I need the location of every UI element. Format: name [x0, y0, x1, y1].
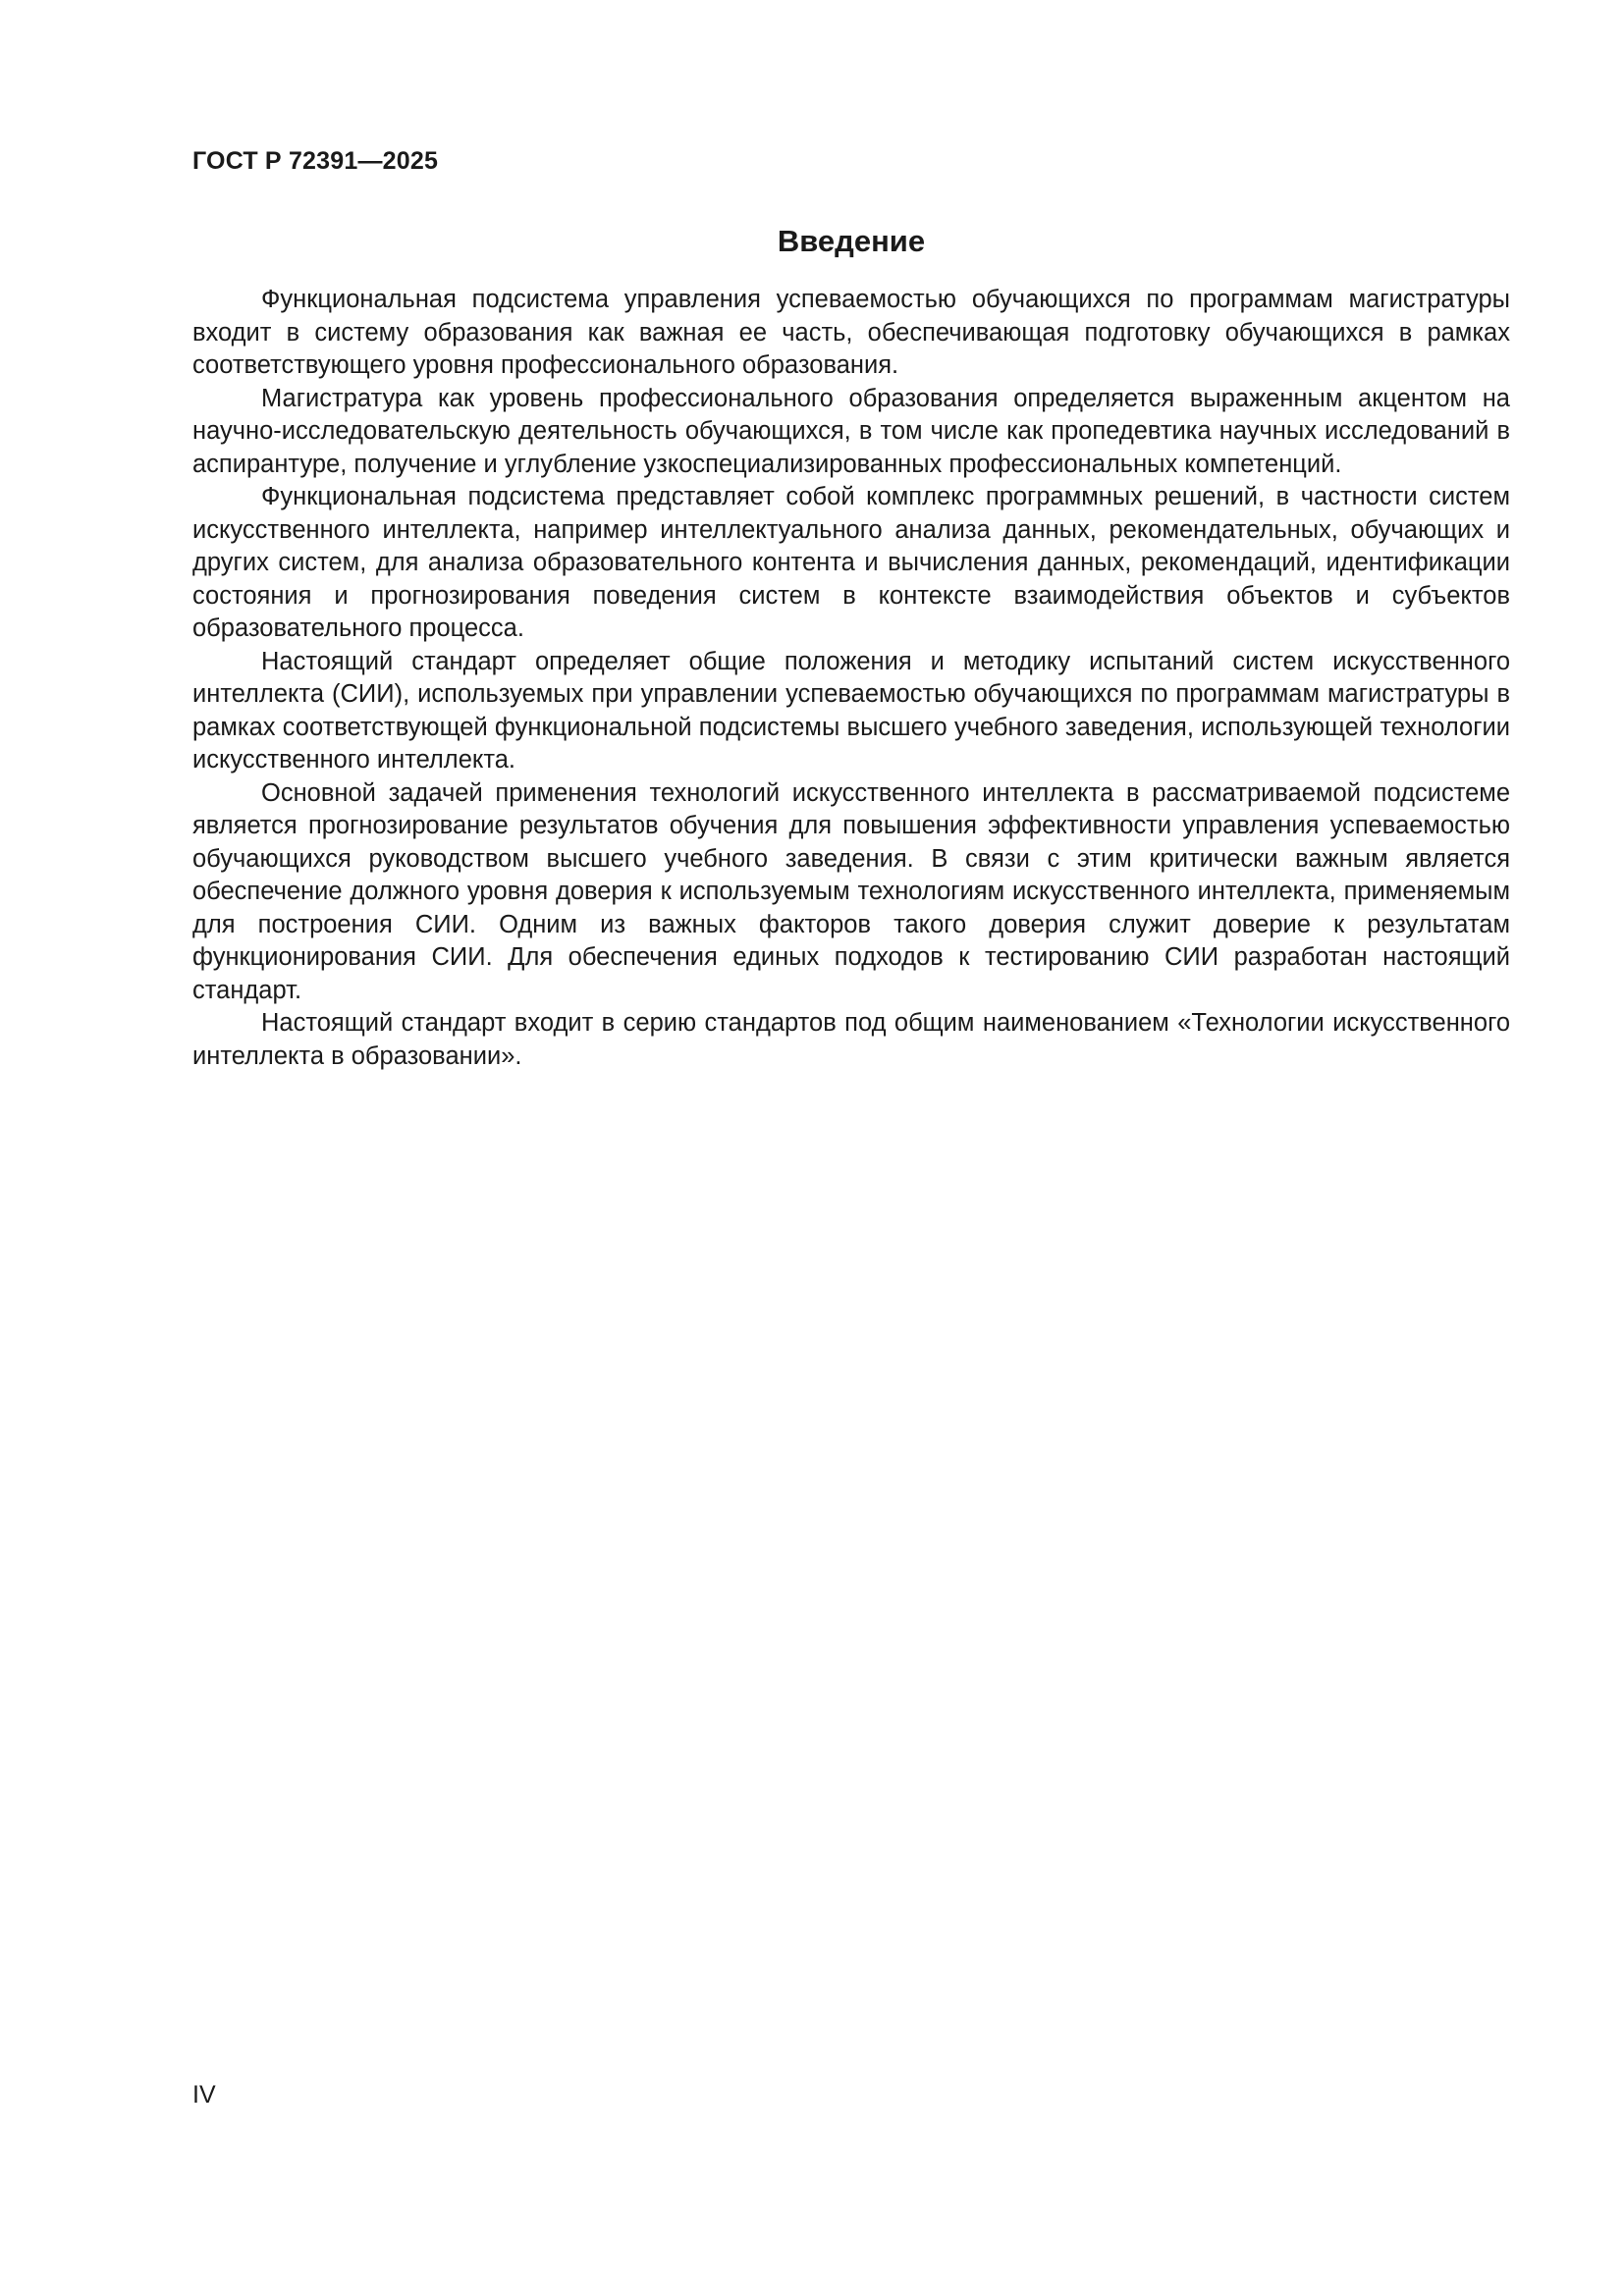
paragraph-3: Функциональная подсистема представляет собой комплекс программных решений, в частности систем искусственного интеллекта, например интеллектуального анализа данных, рекомендательных, обучающих и других систем, для анализа образовательного контента и вычисления данных, рекомендаций, идентификации состояния и прогнозирования поведения систем в контексте взаимодействия объектов и субъектов образовательного процесса. — [192, 483, 1510, 642]
section-title: Введение — [777, 224, 926, 258]
paragraph-4: Настоящий стандарт определяет общие положения и методику испытаний систем искусственного интеллекта (СИИ), используемых при управлении успеваемостью обучающихся по программам магистратуры в рамках соответствующей функциональной подсистемы высшего учебного заведения, использующей технологии искусственного интеллекта. — [192, 647, 1510, 774]
paragraph-6: Настоящий стандарт входит в серию стандартов под общим наименованием «Технологии искусственного интеллекта в образовании». — [192, 1009, 1510, 1070]
paragraph-1: Функциональная подсистема управления успеваемостью обучающихся по программам магистратуры входит в систему образования как важная ее часть, обеспечивающая подготовку обучающихся в рамках соответствующего уровня профессионального образования. — [192, 286, 1510, 379]
paragraph-5: Основной задачей применения технологий искусственного интеллекта в рассматриваемой подсистеме является прогнозирование результатов обучения для повышения эффективности управления успеваемостью обучающихся руководством высшего учебного заведения. В связи с этим критически важным является обеспечение должного уровня доверия к используемым технологиям искусственного интеллекта, применяемым для построения СИИ. Одним из важных факторов такого доверия служит доверие к результатам функционирования СИИ. Для обеспечения единых подходов к тестированию СИИ разработан настоящий стандарт. — [192, 778, 1510, 1004]
document-id-header: ГОСТ Р 72391—2025 — [192, 147, 439, 175]
paragraph-2: Магистратура как уровень профессионального образования определяется выраженным акцентом на научно-исследовательскую деятельность обучающихся, в том числе как пропедевтика научных исследований в аспирантуре, получение и углубление узкоспециализированных профессиональных компетенций. — [192, 384, 1510, 478]
page-number: IV — [192, 2081, 216, 2109]
introduction-body — [192, 284, 1510, 1073]
